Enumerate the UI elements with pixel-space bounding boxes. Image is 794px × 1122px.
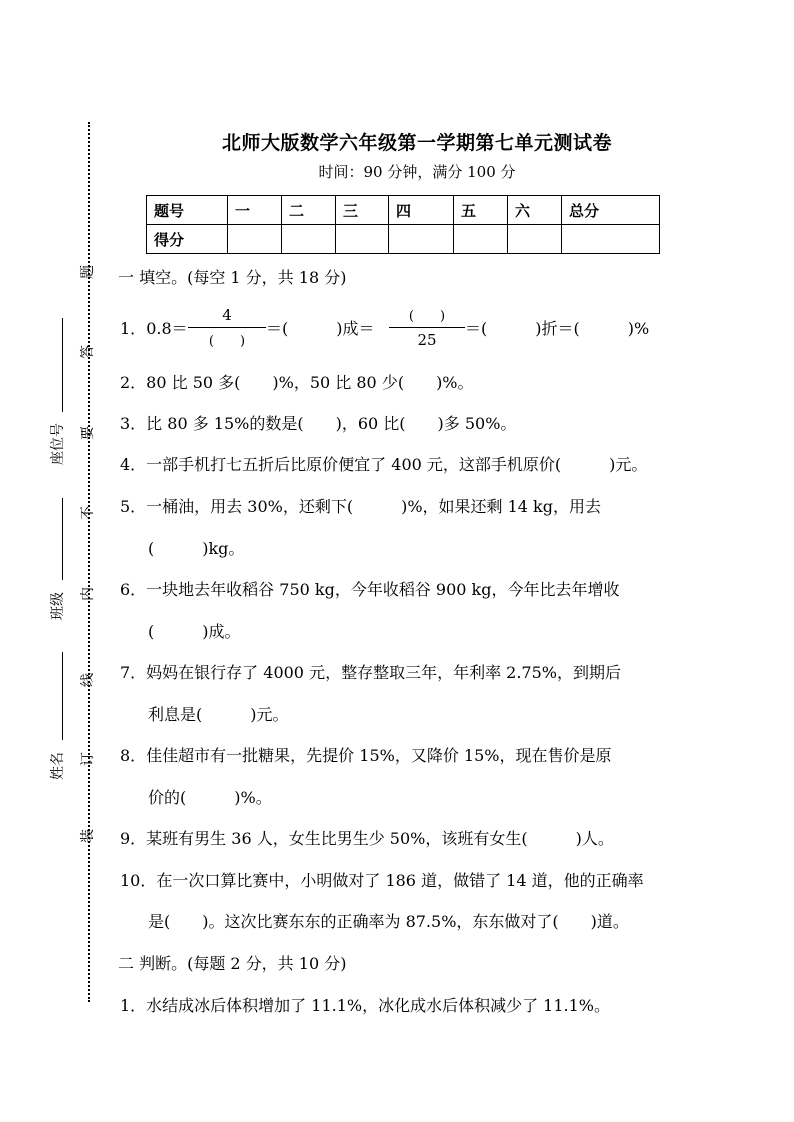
score-cell[interactable] <box>228 225 282 254</box>
question-4: 4．一部手机打七五折后比原价便宜了 400 元，这部手机原价( )元。 <box>120 455 648 474</box>
question-9: 9．某班有男生 36 人，女生比男生少 50%，该班有女生( )人。 <box>120 829 614 848</box>
fraction-2-bar <box>389 327 465 328</box>
q1-start <box>120 319 188 339</box>
score-cell[interactable] <box>389 225 454 254</box>
notice-char: 题 <box>80 265 96 279</box>
score-table <box>146 195 660 254</box>
score-cell[interactable] <box>336 225 389 254</box>
question-5-line-1: 5．一桶油，用去 30%，还剩下( )%，如果还剩 14 kg，用去 <box>120 497 601 516</box>
q1-number: 1． <box>120 319 147 338</box>
fraction-1-bar <box>188 327 266 328</box>
notice-char: 装 <box>80 829 96 843</box>
score-header-cell: 五 <box>454 196 508 225</box>
seat-number-line <box>62 318 63 412</box>
fraction-2-denominator: 25 <box>417 331 437 349</box>
score-table-header-row <box>147 196 660 225</box>
fraction-1-denominator: ( ) <box>208 334 246 349</box>
q1-expr-b: ＝( )成＝ <box>266 319 375 338</box>
score-header-cell: 题号 <box>147 196 228 225</box>
score-cell[interactable] <box>282 225 336 254</box>
question-7-line-1: 7．妈妈在银行存了 4000 元，整存整取三年，年利率 2.75%，到期后 <box>120 663 621 682</box>
notice-char: 订 <box>80 752 96 766</box>
question-3: 3．比 80 多 15%的数是( )，60 比( )多 50%。 <box>120 414 517 433</box>
question-10-line-2: 是( )。这次比赛东东的正确率为 87.5%，东东做对了( )道。 <box>148 912 629 931</box>
question-2: 2．80 比 50 多( )%，50 比 80 少( )%。 <box>120 373 474 392</box>
class-label: 班级 <box>50 592 66 620</box>
score-header-cell: 总分 <box>562 196 660 225</box>
binding-dotted-line <box>88 122 90 1002</box>
question-6-line-1: 6．一块地去年收稻谷 750 kg，今年收稻谷 900 kg，今年比去年增收 <box>120 580 620 599</box>
fraction-2-numerator: ( ) <box>408 309 446 324</box>
score-table-score-row <box>147 225 660 254</box>
name-label: 姓名 <box>50 752 66 780</box>
score-header-cell: 一 <box>228 196 282 225</box>
score-cell[interactable] <box>562 225 660 254</box>
score-row-label: 得分 <box>147 225 228 254</box>
question-7-line-2: 利息是( )元。 <box>148 705 289 724</box>
notice-char: 内 <box>80 587 96 601</box>
score-cell[interactable] <box>508 225 562 254</box>
score-header-cell: 三 <box>336 196 389 225</box>
question-8-line-1: 8．佳佳超市有一批糖果，先提价 15%，又降价 15%，现在售价是原 <box>120 746 612 765</box>
class-line <box>62 498 63 580</box>
score-header-cell: 六 <box>508 196 562 225</box>
notice-char: 不 <box>80 506 96 520</box>
score-header-cell: 二 <box>282 196 336 225</box>
exam-info: 时间：90 分钟，满分 100 分 <box>318 163 516 181</box>
seat-number-label: 座位号 <box>50 423 66 465</box>
fraction-1-numerator: 4 <box>222 306 232 324</box>
notice-char: 答 <box>80 345 96 359</box>
question-5-line-2: ( )kg。 <box>148 539 245 558</box>
notice-char: 要 <box>80 426 96 440</box>
section-2-heading: 二 判断。(每题 2 分，共 10 分) <box>118 954 347 973</box>
page-title: 北师大版数学六年级第一学期第七单元测试卷 <box>221 132 612 154</box>
judge-question-1: 1．水结成冰后体积增加了 11.1%，冰化成水后体积减少了 11.1%。 <box>120 996 611 1015</box>
score-cell[interactable] <box>454 225 508 254</box>
name-line <box>62 652 63 740</box>
notice-char: 线 <box>80 673 96 687</box>
section-1-heading: 一 填空。(每空 1 分，共 18 分) <box>118 268 347 287</box>
score-header-cell: 四 <box>389 196 454 225</box>
question-6-line-2: ( )成。 <box>148 622 241 641</box>
q1-expr-c: ＝( )折＝( )% <box>465 319 650 338</box>
question-10-line-1: 10．在一次口算比赛中，小明做对了 186 道，做错了 14 道，他的正确率 <box>120 871 644 890</box>
q1-expr-a: 0.8＝ <box>146 319 188 338</box>
question-8-line-2: 价的( )%。 <box>148 788 272 807</box>
